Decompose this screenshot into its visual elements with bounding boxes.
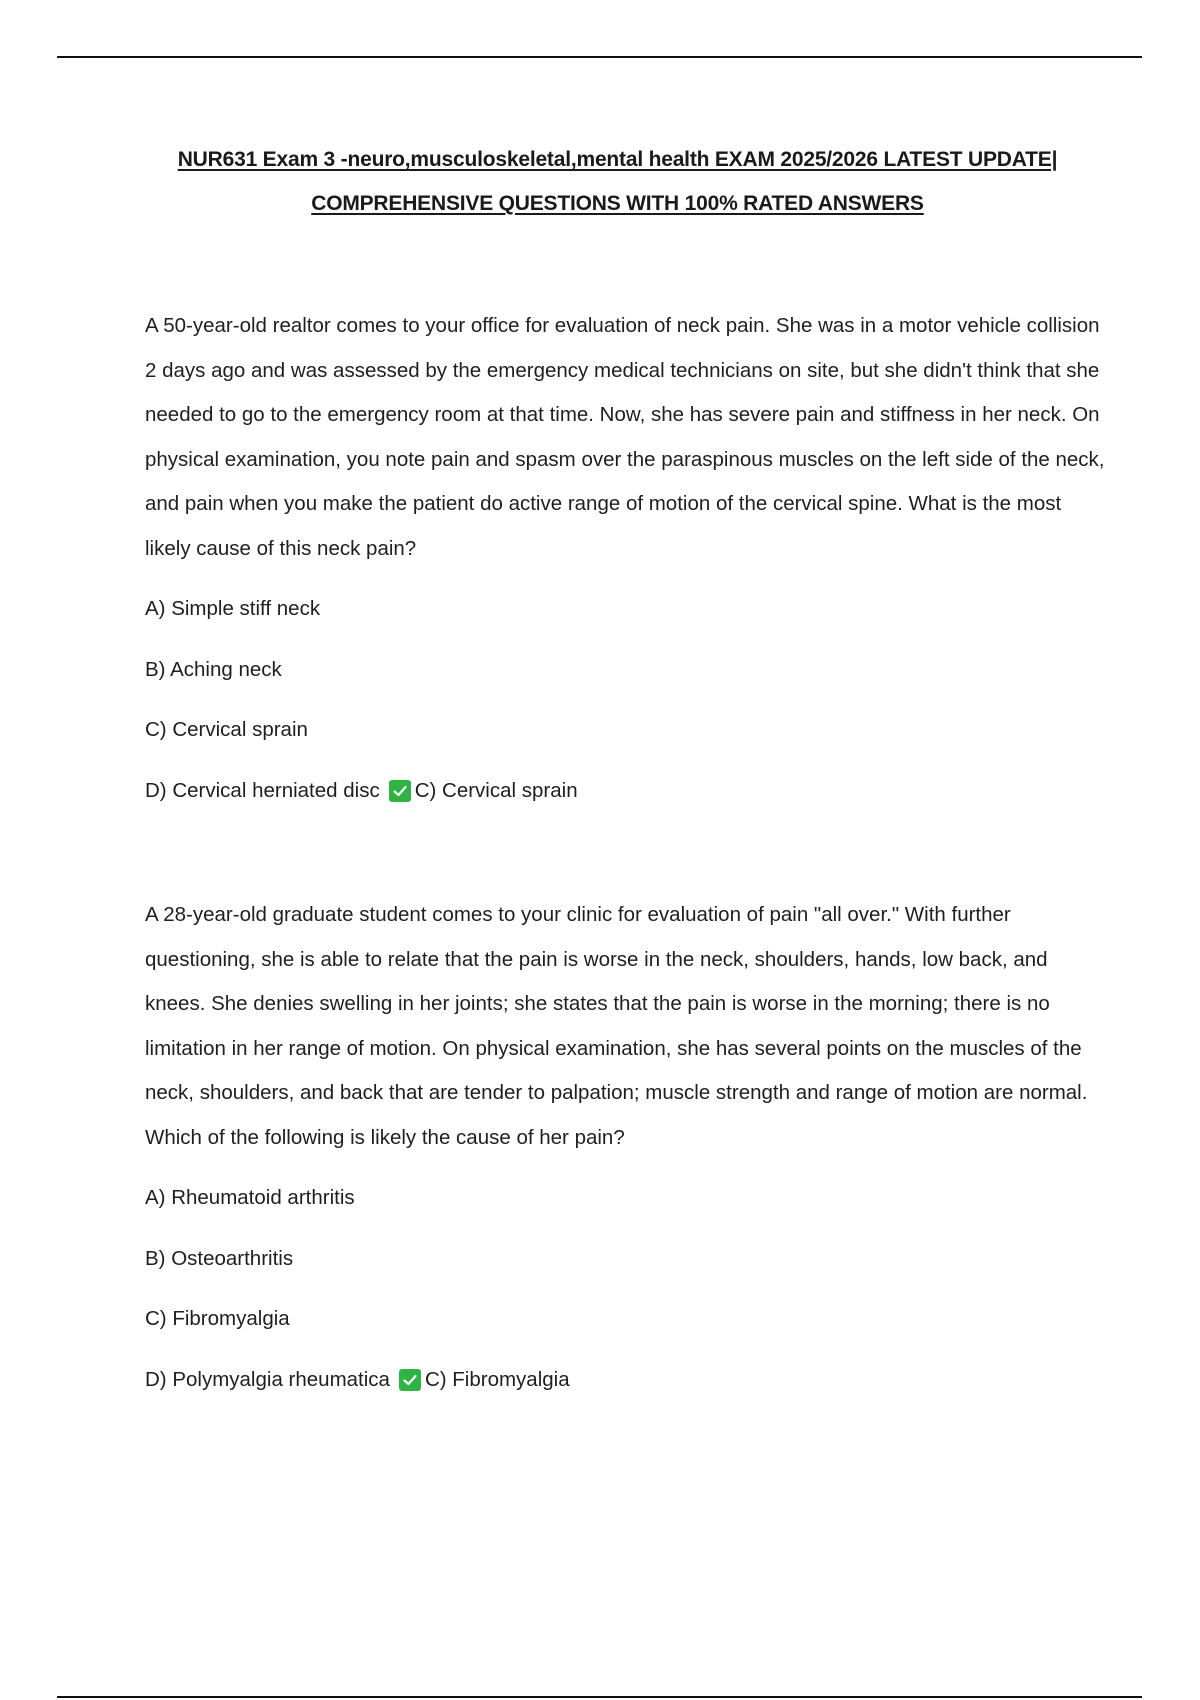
option-c: C) Fibromyalgia	[145, 1307, 290, 1330]
check-mark-icon	[389, 780, 411, 802]
document-title-line-1: NUR631 Exam 3 -neuro,musculoskeletal,mental health EXAM 2025/2026 LATEST UPDATE|	[177, 148, 1058, 171]
option-c: C) Cervical sprain	[145, 718, 308, 741]
question-stem: A 28-year-old graduate student comes to your clinic for evaluation of pain "all over." With further questioning, she is able to relate that the pain is worse in the neck, shoulders, hands, low back, and knees. She denies swelling in her joints; she states that the pain is worse in the morning; there is no limitation in her range of motion. On physical examination, she has several points on the muscles of the neck, shoulders, and back that are tender to palpation; muscle strength and range of motion are normal. Which of the following is likely the cause of her pain?	[145, 903, 1088, 1149]
correct-answer: C) Cervical sprain	[414, 778, 578, 802]
option-d: D) Polymyalgia rheumatica	[145, 1367, 390, 1391]
option-d-row	[145, 769, 578, 814]
option-b: B) Osteoarthritis	[145, 1246, 294, 1270]
option-d-with-answer	[145, 1358, 1105, 1403]
question-2	[145, 893, 1105, 1402]
option-a: A) Simple stiff neck	[145, 597, 321, 620]
option-a: A) Rheumatoid arthritis	[145, 1186, 355, 1209]
document-title-line-2: COMPREHENSIVE QUESTIONS WITH 100% RATED ANSWERS	[311, 192, 924, 215]
correct-answer: C) Fibromyalgia	[424, 1367, 570, 1391]
bottom-rule	[57, 1696, 1142, 1698]
option-d: D) Cervical herniated disc	[145, 778, 380, 802]
option-d-with-answer	[145, 769, 1105, 814]
question-stem: A 50-year-old realtor comes to your office for evaluation of neck pain. She was in a motor vehicle collision 2 days ago and was assessed by the emergency medical technicians on site, but she didn't think that she needed to go to the emergency room at that time. Now, she has severe pain and stiffness in her neck. On physical examination, you note pain and spasm over the paraspinous muscles on the left side of the neck, and pain when you make the patient do active range of motion of the cervical spine. What is the most likely cause of this neck pain?	[145, 314, 1105, 560]
question-1	[145, 304, 1105, 813]
check-mark-icon	[399, 1369, 421, 1391]
option-d-row	[145, 1358, 570, 1403]
top-rule	[57, 56, 1142, 58]
option-b: B) Aching neck	[145, 657, 282, 681]
